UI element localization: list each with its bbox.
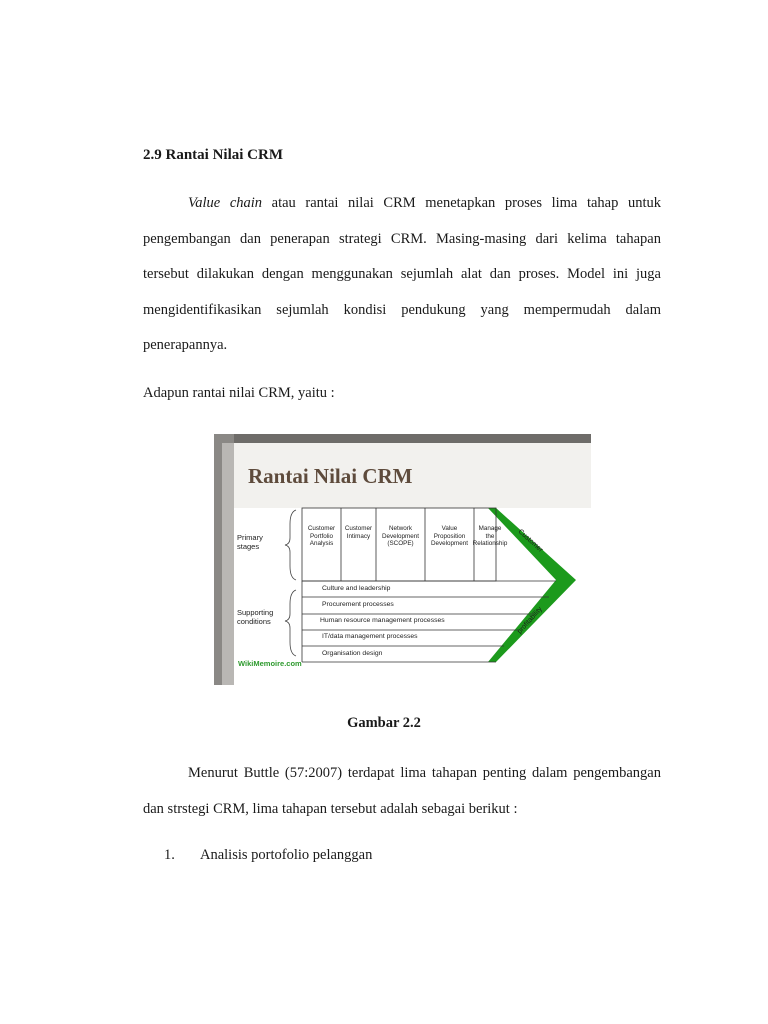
section-heading: 2.9 Rantai Nilai CRM (143, 147, 283, 163)
paragraph-text: atau rantai nilai CRM menetapkan proses lima tahap untuk pengembangan dan penerapan strategi CRM. Masing-masing dari kelima tahapan tersebut dilakukan dengan menggunakan sejumlah alat dan proses. Model ini juga mengidentifikasikan sejumlah kondisi pendukung yang mempermudah dalam penerapannya. (143, 195, 661, 353)
figure-caption: Gambar 2.2 (347, 715, 421, 731)
watermark-text: WikiMemoire.com (238, 659, 302, 668)
cell-line: Manage (478, 525, 502, 532)
row-human-resource: Human resource management processes (320, 617, 445, 624)
primary-brace (285, 510, 296, 580)
cell-line: Development (381, 532, 420, 540)
cell-network-development (376, 525, 425, 548)
list-text: Analisis portofolio pelanggan (200, 847, 373, 863)
cell-line: Development (430, 540, 469, 547)
supporting-conditions-label (237, 608, 273, 626)
cell-line: Value (441, 525, 458, 532)
cell-manage-the-relationship (472, 525, 508, 548)
cell-customer-portfolio-analysis (302, 525, 341, 548)
cell-line: Proposition (433, 532, 466, 540)
row-organisation-design: Organisation design (322, 650, 383, 657)
figure-title: Rantai Nilai CRM (248, 464, 413, 488)
cell-line: Analysis (309, 540, 334, 547)
italic-term: Value chain (188, 195, 263, 211)
intro-line: Adapun rantai nilai CRM, yaitu : (143, 385, 335, 401)
value-chain-diagram (214, 434, 591, 685)
cell-line: Portfolio (309, 532, 334, 540)
paragraph-buttle (143, 756, 661, 827)
cell-line: Customer (344, 525, 373, 532)
primary-label-line2: stages (237, 542, 260, 551)
list-item (164, 847, 372, 864)
row-procurement: Procurement processes (322, 601, 394, 608)
cell-line: Network (388, 525, 413, 532)
supporting-brace (285, 590, 296, 656)
row-it-data: IT/data management processes (322, 633, 418, 640)
arrow-top-text: Customer (516, 528, 544, 554)
cell-line: the (485, 532, 495, 540)
supporting-label-line2: conditions (237, 617, 271, 626)
cell-line: Relationship (472, 540, 508, 547)
list-number: 1. (164, 847, 175, 863)
paragraph-value-chain (143, 186, 661, 364)
cell-line: Customer (307, 525, 336, 532)
row-culture-leadership: Culture and leadership (322, 585, 391, 592)
primary-stages-label (237, 533, 263, 551)
paragraph-text: Menurut Buttle (57:2007) terdapat lima tahapan penting dalam pengembangan dan strstegi CRM, lima tahapan tersebut adalah sebagai berikut : (143, 765, 661, 817)
cell-line: (SCOPE) (387, 540, 414, 547)
supporting-label-line1: Supporting (237, 608, 274, 617)
cell-value-proposition-development (425, 525, 474, 548)
arrow-bottom-text: profitability (516, 605, 544, 636)
crm-value-chain-figure (214, 434, 591, 685)
cell-customer-intimacy (341, 525, 376, 540)
primary-label-line1: Primary (237, 533, 263, 542)
cell-line: Intimacy (346, 532, 371, 540)
